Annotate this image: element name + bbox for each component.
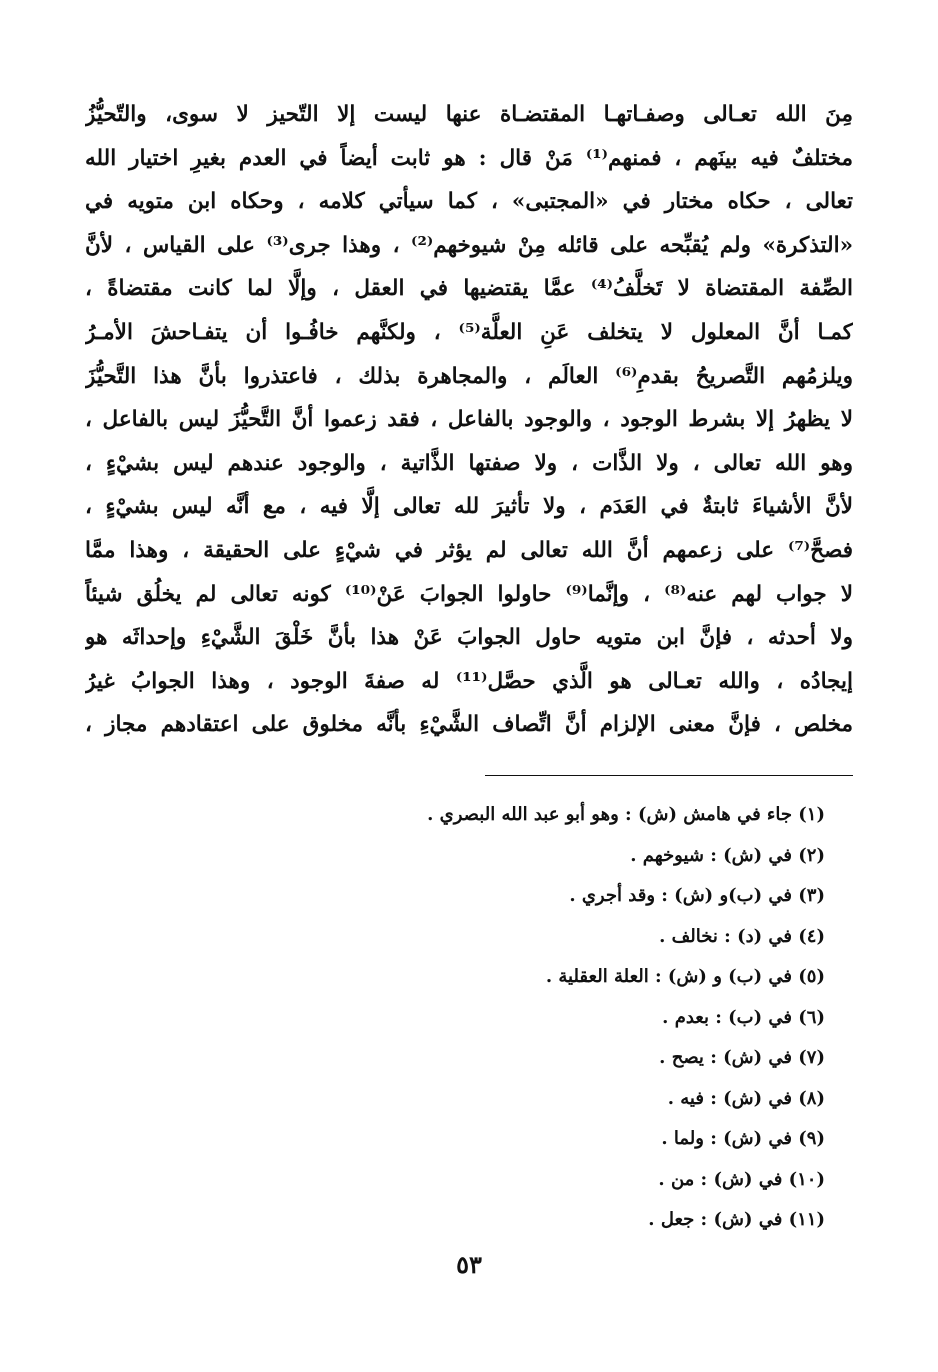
text-line: وهو الله تعالى ، ولا الذَّات ، ولا صفتها الذَّاتية ، والوجود عندهم ليس بشيْءٍ ، xyxy=(85,450,853,476)
text-line: لا جواب لهم عنه⁽⁸⁾ ، وإنَّما⁽⁹⁾ حاولوا الجوابَ عَنْ⁽¹⁰⁾ كونه تعالى لم يخلُق شيئاً xyxy=(85,581,853,607)
footnote-item: (٥) في (ب) و (ش) : العلة العقلية . xyxy=(545,966,825,987)
text-line: «التذكرة» ولم يُقبِّحه على قائله مِنْ شيوخهم⁽²⁾ ، وهذا جرى⁽³⁾ على القياس ، لأنَّ xyxy=(85,232,853,258)
footnote-item: (٩) في (ش) : ولما . xyxy=(661,1128,825,1149)
text-line: لا يظهرُ إلا بشرط الوجود ، والوجود بالفاعل ، فقد زعموا أنَّ التَّحيُّزَ ليس بالفاعل ، xyxy=(85,407,853,433)
footnote-item: (٧) في (ش) : يصح . xyxy=(659,1047,825,1068)
text-line: مِنَ الله تعـالى وصفـاتهـا المقتضـاة عنها ليست إلا التّحيز لا سوى، والتّحيُّزُ xyxy=(85,102,853,127)
text-line: الصِّفة المقتضاة لا تَخلَّفُ⁽⁴⁾ عمَّا يقتضيها في العقل ، وإلَّا لما كانت مقتضاةً ، xyxy=(85,276,853,302)
footnote-item: (٢) في (ش) : شيوخهم . xyxy=(630,844,825,866)
footnote-item: (٤) في (د) : نخالف . xyxy=(659,925,825,947)
text-line: فصحَّ⁽⁷⁾ على زعمهم أنَّ الله تعالى لم يؤثر في شيْءٍ على الحقيقة ، وهذا ممَّا xyxy=(85,537,853,563)
text-line: ولا أحدثه ، فإنَّ ابن متويه حاول الجوابَ عَنْ هذا بأنَّ خَلْقَ الشَّيْءِ وإحداثَه هو xyxy=(85,625,853,651)
text-line: مخلص ، فإنَّ معنى الإلزام أنَّ اتِّصاف الشَّيْءِ بأنَّه مخلوق على اعتقادهم مجاز ، xyxy=(85,712,853,738)
text-line: مختلفٌ فيه بينَهم ، فمنهم⁽¹⁾ مَنْ قال : هو ثابت أيضاً في العدم بغيرِ اختيار الله xyxy=(85,145,853,171)
footnote-item: (١١) في (ش) : جعل . xyxy=(648,1209,825,1230)
text-line: تعالى ، حكاه مختار في «المجتبى» ، كما سيأتي كلامه ، وحكاه ابن متويه في xyxy=(85,189,853,215)
footnote-item: (٦) في (ب) : بعدم . xyxy=(662,1006,825,1028)
page-number: ٥٣ xyxy=(456,1250,482,1279)
footnote-item: (٨) في (ش) : فيه . xyxy=(667,1087,825,1109)
footnotes xyxy=(225,795,825,1241)
text-line: لأنَّ الأشياءَ ثابتةٌ في العَدَم ، ولا تأثيرَ لله تعالى إلَّا فيه ، مع أنَّه ليس بشيْءٍ ، xyxy=(85,494,853,520)
text-line: ويلزمُهم التَّصريحُ بقدمِ⁽⁶⁾ العالَم ، والمجاهرة بذلك ، فاعتذروا بأنَّ هذا التَّحيُّزَ xyxy=(85,363,853,389)
text-line: كمـا أنَّ المعلول لا يتخلف عَنِ العلَّة⁽⁵⁾ ، ولكنَّهم خافُـوا أن يتفـاحشَ الأمـرُ xyxy=(85,319,853,345)
footnote-item: (٣) في (ب)و (ش) : وقد أجري . xyxy=(569,885,825,906)
main-text xyxy=(85,93,853,747)
footnote-item: (١٠) في (ش) : من . xyxy=(658,1168,825,1190)
footnote-divider xyxy=(485,775,853,776)
text-line: إيجادُه ، والله تعـالى هو الَّذي حصَّل⁽¹¹⁾ له صفةَ الوجود ، وهذا الجوابُ غيرُ xyxy=(85,668,853,694)
footnote-item: (١) جاء في هامش (ش) : وهو أبو عبد الله البصري . xyxy=(427,804,825,825)
